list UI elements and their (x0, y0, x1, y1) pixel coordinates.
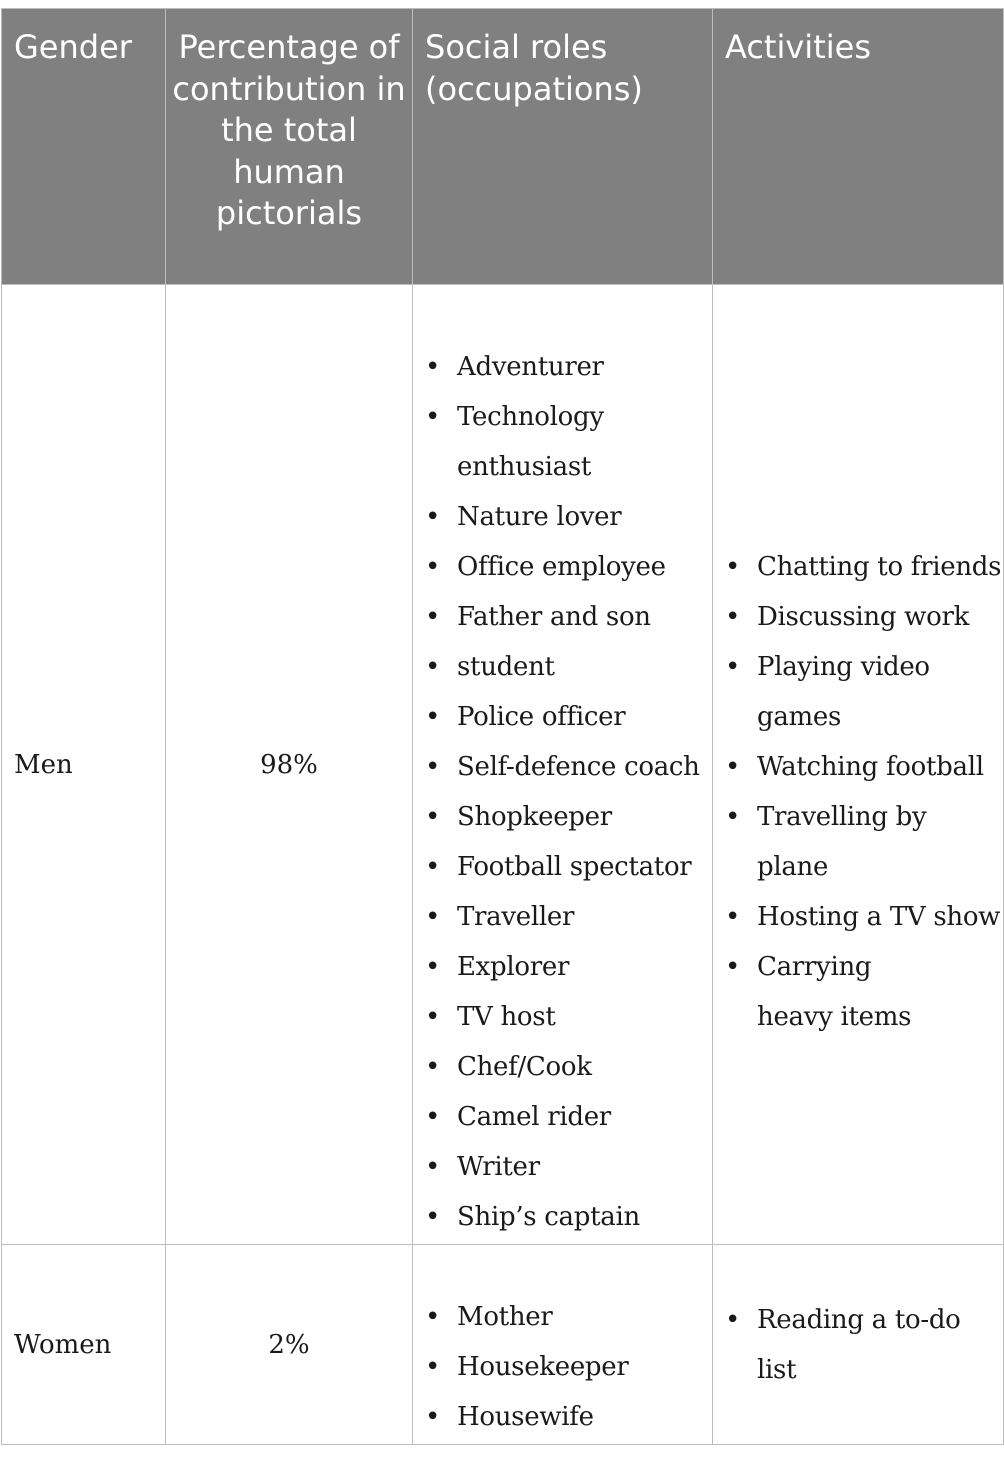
table-row-women (2, 1245, 1004, 1445)
list-item: • Writer (425, 1151, 540, 1182)
header-gender: Gender (2, 9, 166, 285)
list-item: • Playing video games (725, 651, 930, 732)
list-item: • Technology (425, 401, 604, 432)
cell-activities (713, 285, 1004, 1245)
list-item: • TV host (425, 1001, 556, 1032)
list-item: • Camel rider (425, 1101, 611, 1132)
header-social-roles: Social roles (occupations) (413, 9, 713, 285)
list-item: • Carrying (725, 951, 872, 982)
list-item-continuation: enthusiast (457, 451, 592, 482)
table-row-men (2, 285, 1004, 1245)
roles-list (413, 342, 712, 1242)
cell-percentage: 98% (166, 285, 413, 1245)
list-item: • Shopkeeper (425, 801, 612, 832)
list-item: • student (425, 651, 555, 682)
list-item: • Housekeeper (425, 1351, 629, 1382)
list-item-continuation: heavy items (757, 1001, 912, 1032)
list-item: • Adventurer (425, 351, 604, 382)
data-table (1, 8, 1004, 1445)
cell-percentage: 2% (166, 1245, 413, 1445)
cell-roles (413, 285, 713, 1245)
list-item: • Nature lover (425, 501, 622, 532)
activities-list (713, 542, 1003, 1042)
list-item: • Reading a to-do list (725, 1304, 961, 1385)
list-item: • Self-defence coach (425, 751, 700, 782)
activities-list (713, 1295, 1003, 1395)
list-item: • Ship’s captain (425, 1201, 640, 1232)
list-item: • Father and son (425, 601, 651, 632)
list-item: • Housewife (425, 1401, 594, 1432)
roles-list (413, 1292, 712, 1442)
cell-gender: Men (2, 285, 166, 1245)
list-item: • Football spectator (425, 851, 692, 882)
list-item: • Explorer (425, 951, 570, 982)
list-item: • Traveller (425, 901, 575, 932)
list-item: • Office employee (425, 551, 666, 582)
cell-activities (713, 1245, 1004, 1445)
list-item: • Chatting to friends (725, 551, 1002, 582)
list-item: • Chef/Cook (425, 1051, 592, 1082)
list-item: • Watching football (725, 751, 984, 782)
list-item: • Mother (425, 1301, 553, 1332)
cell-roles (413, 1245, 713, 1445)
header-percentage: Percentage of contribution in the total human pictorials (166, 9, 413, 285)
list-item: • Travelling by plane (725, 801, 927, 882)
cell-gender: Women (2, 1245, 166, 1445)
list-item: • Hosting a TV show (725, 901, 1001, 932)
header-row (2, 9, 1004, 285)
list-item: • Discussing work (725, 601, 970, 632)
list-item: • Police officer (425, 701, 626, 732)
header-activities: Activities (713, 9, 1004, 285)
